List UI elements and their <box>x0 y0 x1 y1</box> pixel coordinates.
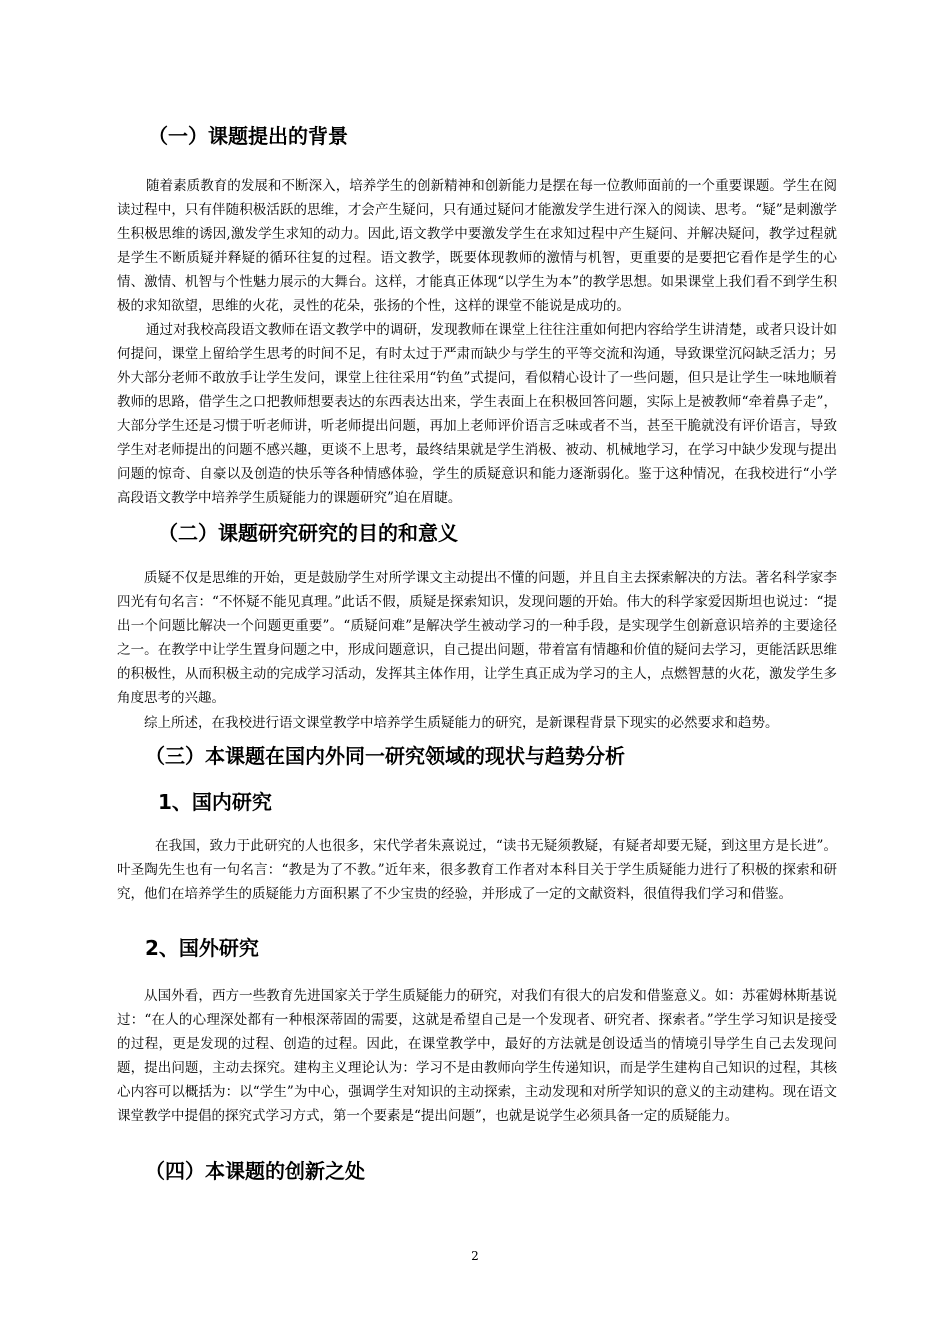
paragraph-domestic: 在我国，致力于此研究的人也很多，宋代学者朱熹说过，“读书无疑须教疑，有疑者却要无疑，到这里方是长进”。叶圣陶先生也有一句名言：“教是为了不教。”近年来，很多教育工作者对本科目关于学生质疑能力进行了积极的探索和研究，他们在培养学生的质疑能力方面积累了不少宝贵的经验，并形成了一定的文献资料，很值得我们学习和借鉴。 <box>117 838 837 902</box>
section-heading-purpose: （二）课题研究研究的目的和意义 <box>158 521 458 545</box>
paragraph-background-2: 通过对我校高段语文教师在语文教学中的调研，发现教师在课堂上往往注重如何把内容给学生讲清楚，或者只设计如何提问，课堂上留给学生思考的时间不足，有时太过于严肃而缺少与学生的平等交流和沟通，导致课堂沉闷缺乏活力；另外大部分老师不敢放手让学生发问，课堂上往往采用“钓鱼”式提问，看似精心设计了一些问题，但只是让学生一味地顺着教师的思路，借学生之口把教师想要表达的东西表达出来，学生表面上在积极回答问题，实际上是被教师“牵着鼻子走”，大部分学生还是习惯于听老师讲，听老师提出问题，再加上老师评价语言乏味或者不当，甚至干脆就没有评价语言，导致学生对老师提出的问题不感兴趣，更谈不上思考，最终结果就是学生消极、被动、机械地学习，在学习中缺少发现与提出问题的惊奇、自豪以及创造的快乐等各种情感体验，学生的质疑意识和能力逐渐弱化。鉴于这种情况，在我校进行“小学高段语文教学中培养学生质疑能力的课题研究”迫在眉睫。 <box>117 322 837 506</box>
section-heading-innovation: （四）本课题的创新之处 <box>145 1159 365 1183</box>
page-number: 2 <box>471 1249 479 1263</box>
section-heading-status: （三）本课题在国内外同一研究领域的现状与趋势分析 <box>145 744 625 768</box>
subsection-heading-domestic: 1、国内研究 <box>158 790 272 814</box>
section-heading-background: （一）课题提出的背景 <box>148 124 348 148</box>
subsection-heading-foreign: 2、国外研究 <box>145 936 259 960</box>
paragraph-purpose-2: 综上所述，在我校进行语文课堂教学中培养学生质疑能力的研究，是新课程背景下现实的必然要求和趋势。 <box>144 715 779 731</box>
paragraph-foreign: 从国外看，西方一些教育先进国家关于学生质疑能力的研究，对我们有很大的启发和借鉴意义。如：苏霍姆林斯基说过：“在人的心理深处都有一种根深蒂固的需要，这就是希望自己是一个发现者、研究者、探索者。”学生学习知识是接受的过程，更是发现的过程、创造的过程。因此，在课堂教学中，最好的方法就是创设适当的情境引导学生自己去发现问题，提出问题，主动去探究。建构主义理论认为：学习不是由教师向学生传递知识，而是学生建构自己知识的过程，其核心内容可以概括为：以“学生”为中心，强调学生对知识的主动探索，主动发现和对所学知识的意义的主动建构。现在语文课堂教学中提倡的探究式学习方式，第一个要素是“提出问题”，也就是说学生必须具备一定的质疑能力。 <box>117 988 837 1124</box>
paragraph-purpose-1: 质疑不仅是思维的开始，更是鼓励学生对所学课文主动提出不懂的问题，并且自主去探索解决的方法。著名科学家李四光有句名言：“不怀疑不能见真理。”此话不假，质疑是探索知识，发现问题的开始。伟大的科学家爱因斯坦也说过：“提出一个问题比解决一个问题更重要”。“质疑问难”是解决学生被动学习的一种手段，是实现学生创新意识培养的主要途径之一。在教学中让学生置身问题之中，形成问题意识，自己提出问题，带着富有情趣和价值的疑问去学习，更能活跃思维的积极性，从而积极主动的完成学习活动，发挥其主体作用，让学生真正成为学习的主人，点燃智慧的火花，激发学生多角度思考的兴趣。 <box>117 570 837 706</box>
paragraph-background-1: 随着素质教育的发展和不断深入，培养学生的创新精神和创新能力是摆在每一位教师面前的一个重要课题。学生在阅读过程中，只有伴随积极活跃的思维，才会产生疑问，只有通过疑问才能激发学生进行深入的阅读、思考。“疑”是刺激学生积极思维的诱因,激发学生求知的动力。因此,语文教学中要激发学生在求知过程中产生疑问、并解决疑问，教学过程就是学生不断质疑并释疑的循环往复的过程。语文教学，既要体现教师的激情与机智，更重要的是要把它看作是学生的心情、激情、机智与个性魅力展示的大舞台。这样，才能真正体现“以学生为本”的教学思想。如果课堂上我们看不到学生积极的求知欲望，思维的火花，灵性的花朵，张扬的个性，这样的课堂不能说是成功的。 <box>117 178 837 314</box>
